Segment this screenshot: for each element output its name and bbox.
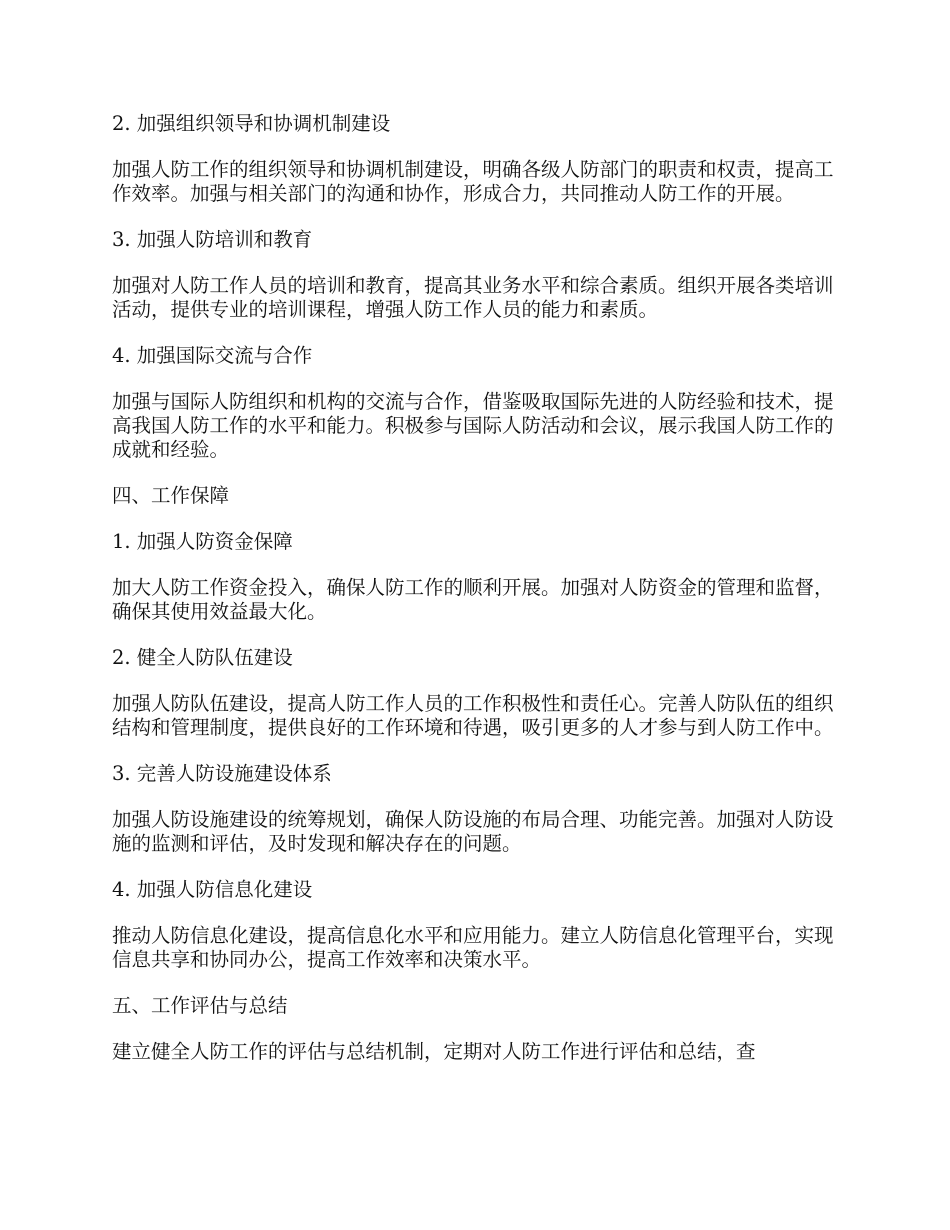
paragraph: 加强人防队伍建设，提高人防工作人员的工作积极性和责任心。完善人防队伍的组织结构和管理制度，提供良好的工作环境和待遇，吸引更多的人才参与到人防工作中。: [112, 692, 834, 739]
section-heading: 2. 健全人防队伍建设: [112, 646, 293, 669]
chapter-heading: 四、工作保障: [112, 484, 230, 507]
paragraph: 加强人防工作的组织领导和协调机制建设，明确各级人防部门的职责和权责，提高工作效率。加强与相关部门的沟通和协作，形成合力，共同推动人防工作的开展。: [112, 158, 834, 205]
section-heading: 4. 加强人防信息化建设: [112, 878, 313, 901]
section-heading: 4. 加强国际交流与合作: [112, 344, 313, 367]
section-heading: 1. 加强人防资金保障: [112, 530, 293, 553]
paragraph: 建立健全人防工作的评估与总结机制，定期对人防工作进行评估和总结，查: [112, 1040, 756, 1063]
section-heading: 2. 加强组织领导和协调机制建设: [112, 112, 391, 135]
chapter-heading: 五、工作评估与总结: [112, 994, 288, 1017]
paragraph: 加强与国际人防组织和机构的交流与合作，借鉴吸取国际先进的人防经验和技术，提高我国人防工作的水平和能力。积极参与国际人防活动和会议，展示我国人防工作的成就和经验。: [112, 390, 834, 461]
section-heading: 3. 完善人防设施建设体系: [112, 762, 332, 785]
paragraph: 加强对人防工作人员的培训和教育，提高其业务水平和综合素质。组织开展各类培训活动，提供专业的培训课程，增强人防工作人员的能力和素质。: [112, 274, 834, 321]
paragraph: 加大人防工作资金投入，确保人防工作的顺利开展。加强对人防资金的管理和监督，确保其使用效益最大化。: [112, 576, 834, 623]
paragraph: 加强人防设施建设的统筹规划，确保人防设施的布局合理、功能完善。加强对人防设施的监测和评估，及时发现和解决存在的问题。: [112, 808, 834, 855]
document-page: [112, 112, 834, 1086]
section-heading: 3. 加强人防培训和教育: [112, 228, 313, 251]
paragraph: 推动人防信息化建设，提高信息化水平和应用能力。建立人防信息化管理平台，实现信息共享和协同办公，提高工作效率和决策水平。: [112, 924, 834, 971]
